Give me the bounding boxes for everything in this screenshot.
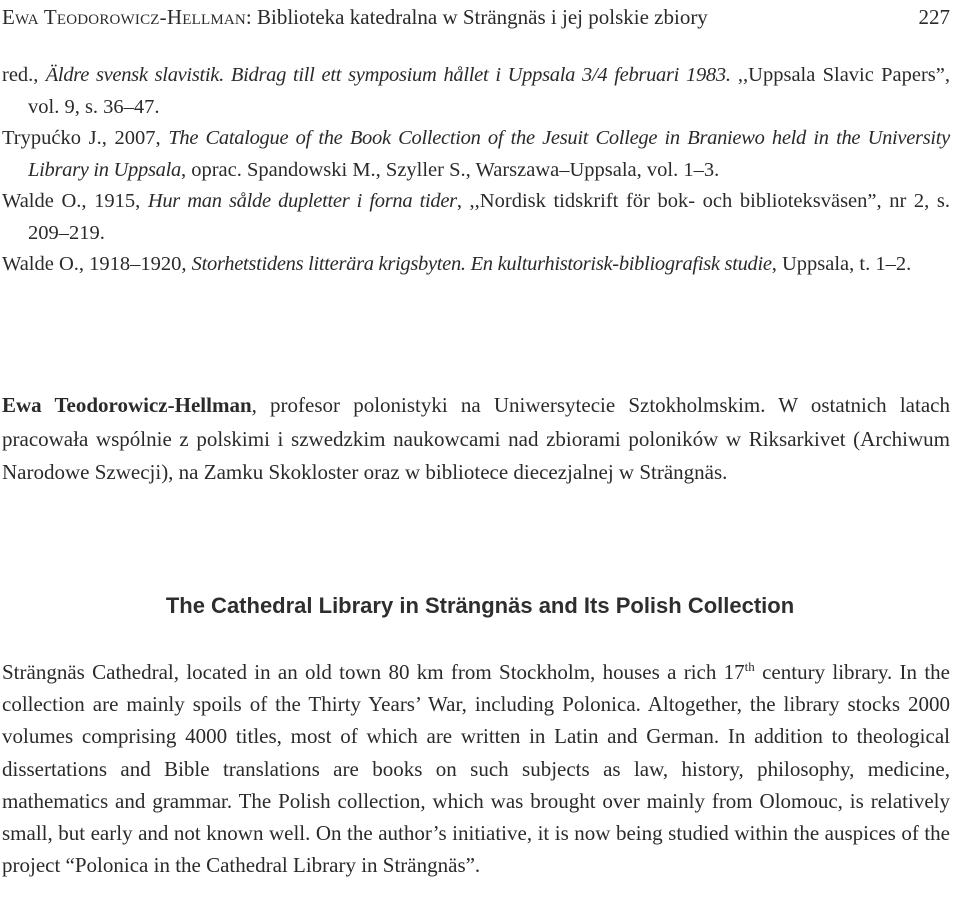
reference-entry [2, 123, 950, 186]
reference-entry [2, 186, 950, 249]
summary-superscript: th [744, 659, 755, 674]
running-header [2, 2, 950, 32]
summary-body [2, 656, 950, 881]
reference-text: ,,Uppsala Slavic Papers”, vol. 9, s. 36–47. [28, 64, 950, 118]
page-number: 227 [918, 5, 950, 29]
author-note [2, 389, 950, 490]
header-author: Ewa Teodorowicz-Hellman [2, 5, 246, 29]
reference-italic-title: Äldre svensk slavistik. Bidrag till ett symposium hållet i Uppsala 3/4 februari 1983. [45, 64, 731, 86]
reference-italic-title: Hur man sålde dupletter i forna tider [147, 190, 457, 212]
reference-text: Trypućko J., 2007, [2, 127, 169, 149]
summary-text: century library. In the collection are mainly spoils of the Thirty Years’ War, including Polonica. Altogether, the library stocks 2000 volumes comprising 4000 titles, most of which are written in Latin and German. In addition to theological dissertations and Bible translations are books on such subjects as law, history, philosophy, medicine, mathematics and grammar. The Polish collection, which was brought over mainly from Olomouc, is relatively small, but early and not known well. On the author’s initiative, it is now being studied within the auspices of the project “Polonica in the Cathedral Library in Strängnäs”. [2, 660, 951, 878]
reference-text: , oprac. Spandowski M., Szyller S., Warszawa–Uppsala, vol. 1–3. [180, 158, 720, 181]
reference-list [2, 60, 950, 281]
reference-text: , Uppsala, t. 1–2. [771, 253, 912, 275]
summary-title: The Cathedral Library in Strängnäs and Its Polish Collection [165, 593, 795, 618]
reference-italic-title: The Catalogue of the Book Collection of the Jesuit College in Braniewo held in the University Library in Uppsala [28, 127, 950, 181]
author-note-text: , profesor polonistyki na Uniwersytecie Sztokholmskim. W ostatnich latach pracowała wspólnie z polskimi i szwedzkim naukowcami nad zbiorami poloników w Riksarkivet (Archiwum Narodowe Szwecji), na Zamku Skokloster oraz w bibliotece diecezjalnej w Strängnäs. [2, 393, 950, 484]
reference-italic-title: Storhetstidens litterära krigsbyten. En kulturhistorisk-bibliografisk studie [191, 253, 772, 275]
header-title: : Biblioteka katedralna w Strängnäs i jej polskie zbiory [245, 5, 708, 29]
reference-entry [2, 60, 950, 123]
summary-text: Strängnäs Cathedral, located in an old town 80 km from Stockholm, houses a rich 17 [2, 660, 745, 684]
reference-text: Walde O., 1915, [2, 190, 148, 212]
author-note-name: Ewa Teodorowicz-Hellman [2, 393, 252, 417]
reference-text: red., [2, 64, 46, 86]
reference-text: Walde O., 1918–1920, [2, 253, 192, 275]
reference-entry [2, 249, 950, 281]
reference-text: , ,,Nordisk tidskrift för bok- och biblioteksväsen”, nr 2, s. 209–219. [28, 190, 951, 244]
